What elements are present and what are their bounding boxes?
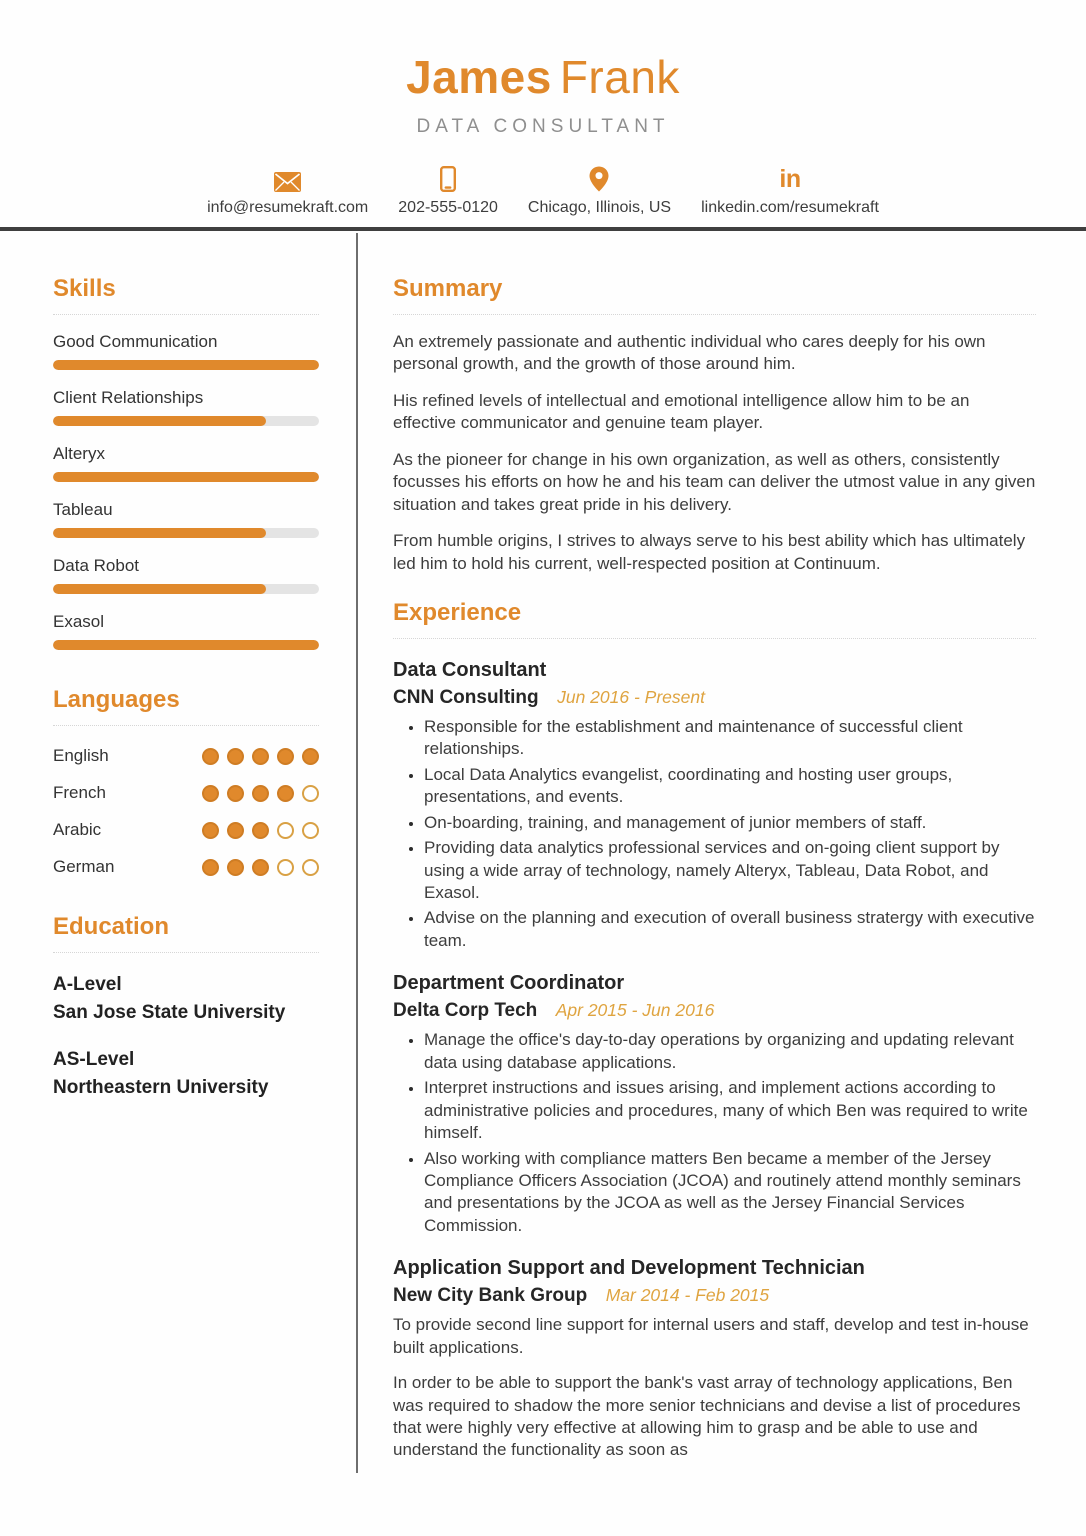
education-item [53,971,319,1026]
skill-label: Exasol [53,612,105,631]
language-level-dots [202,748,319,765]
level-dot-filled [252,859,269,876]
level-dot-empty [302,785,319,802]
language-item [53,820,319,840]
education-degree: A-Level [53,974,122,995]
resume-header [0,0,1086,217]
job-title: Department Coordinator [393,972,625,995]
job-entry [393,972,1036,1237]
job-bullet: • On-boarding, training, and management of junior members of staff. [424,812,1036,834]
education-section [53,913,319,1101]
linkedin-icon: in [779,165,801,193]
skill-bar-track [53,360,319,370]
skill-item [53,444,319,482]
skill-bar-fill [53,360,319,370]
skill-label: Tableau [53,500,113,519]
summary-section [393,275,1036,575]
skill-bar-track [53,528,319,538]
education-heading: Education [53,913,319,953]
main-column [357,231,1086,1475]
level-dot-filled [227,859,244,876]
skill-label: Client Relationships [53,388,204,407]
level-dot-empty [277,822,294,839]
job-meta [393,687,1036,709]
skill-bar-track [53,416,319,426]
content-columns [0,231,1086,1475]
skill-item [53,500,319,538]
contact-email-text: info@resumekraft.com [207,199,369,216]
job-dates: Jun 2016 - Present [557,686,705,707]
job-bullets [393,716,1036,952]
language-item [53,857,319,877]
summary-heading: Summary [393,275,1036,315]
level-dot-filled [227,748,244,765]
language-label: French [53,783,106,802]
skill-bar-fill [53,640,319,650]
job-company: New City Bank Group [393,1285,588,1307]
level-dot-filled [252,785,269,802]
level-dot-empty [277,859,294,876]
skill-item [53,612,319,650]
education-list [53,971,319,1101]
language-level-dots [202,822,319,839]
level-dot-filled [302,748,319,765]
location-icon [589,166,609,192]
language-item [53,746,319,766]
skill-bar-track [53,472,319,482]
level-dot-filled [252,748,269,765]
job-title: Application Support and Development Technician [393,1257,865,1280]
language-label: German [53,857,115,876]
column-divider [356,233,358,1473]
level-dot-filled [277,748,294,765]
job-paragraph: To provide second line support for internal users and staff, develop and test in-house built applications. [393,1315,1029,1357]
languages-heading: Languages [53,686,319,726]
language-level-dots [202,859,319,876]
education-degree: AS-Level [53,1049,135,1071]
skill-bar-fill [53,584,266,594]
level-dot-empty [302,859,319,876]
level-dot-filled [202,748,219,765]
level-dot-filled [227,822,244,839]
skill-bar-fill [53,472,319,482]
phone-icon [440,166,456,192]
job-bullet: • Providing data analytics professional services and on-going client support by using a wide array of technology, namely Alteryx, Tableau, Data Robot, and Exasol. [424,837,1036,904]
summary-paragraph: From humble origins, I strives to always serve to his best ability which has ultimately led him to hold his current, well-respected position at Continuum. [393,531,1026,573]
language-label: English [53,746,109,765]
contact-email [207,166,368,217]
language-level-dots [202,785,319,802]
job-bullet: • Responsible for the establishment and maintenance of successful client relationships. [424,716,1036,761]
level-dot-filled [277,785,294,802]
last-name: Frank [559,51,680,103]
skill-bar-fill [53,416,266,426]
job-meta [393,1000,1036,1022]
job-meta [393,1285,1036,1307]
skills-section [53,275,319,650]
email-icon [274,166,301,192]
job-bullet: • Also working with compliance matters Ben became a member of the Jersey Compliance Officers Association (JCOA) and routinely attend monthly seminars and presentations by the JCOA as well as the Jersey Financial Services Commission. [424,1148,1036,1238]
contact-location [528,166,671,217]
contact-linkedin-text: linkedin.com/resumekraft [701,199,879,216]
job-paragraph: In order to be able to support the bank's vast array of technology applications, Ben was required to shadow the more senior technicians and devise a list of procedures that were highly very effective at allowing him to grasp and be able to use and understand the functionality as soon as [393,1373,1021,1460]
contact-row [0,166,1086,217]
skills-list [53,332,319,650]
contact-phone [398,166,498,217]
skill-bar-fill [53,528,266,538]
skill-item [53,388,319,426]
job-company: CNN Consulting [393,686,539,708]
job-bullet: • Local Data Analytics evangelist, coordinating and hosting user groups, presentations, and events. [424,764,1036,809]
skill-label: Alteryx [53,444,105,463]
job-bullet: • Advise on the planning and execution of overall business stratergy with executive team. [424,907,1036,952]
summary-paragraph: His refined levels of intellectual and emotional intelligence allow him to be an effective communicator and genuine team player. [393,390,970,433]
level-dot-filled [202,785,219,802]
language-label: Arabic [53,820,102,839]
skill-label: Good Communication [53,332,218,351]
contact-phone-text: 202-555-0120 [398,199,498,216]
skill-label: Data Robot [53,556,139,575]
education-school: Northeastern University [53,1076,269,1098]
education-item [53,1046,319,1101]
job-dates: Apr 2015 - Jun 2016 [555,1000,715,1021]
skill-item [53,556,319,594]
job-company: Delta Corp Tech [393,1000,538,1022]
level-dot-filled [227,785,244,802]
skills-heading: Skills [53,275,319,315]
languages-list [53,746,319,877]
job-bullets [393,1029,1036,1237]
level-dot-filled [252,822,269,839]
job-bullet: • Manage the office's day-to-day operations by organizing and updating relevant data using database applications. [424,1029,1036,1074]
job-bullet: • Interpret instructions and issues arising, and implement actions according to administrative policies and procedures, many of which Ben was required to write himself. [424,1077,1036,1144]
contact-location-text: Chicago, Illinois, US [527,199,672,216]
summary-paragraph: As the pioneer for change in his own organization, as well as others, consistently focusses his efforts on how he and his team can deliver the utmost value in any given situation and takes great pride in his delivery. [393,449,1036,514]
languages-section [53,686,319,877]
job-dates: Mar 2014 - Feb 2015 [605,1285,770,1306]
education-school: San Jose State University [53,1001,286,1023]
language-item [53,783,319,803]
skill-bar-track [53,640,319,650]
level-dot-empty [302,822,319,839]
skill-bar-track [53,584,319,594]
skill-item [53,332,319,370]
contact-linkedin [701,166,879,217]
person-title: DATA CONSULTANT [416,116,670,137]
job-title: Data Consultant [393,658,547,681]
level-dot-filled [202,822,219,839]
summary-body [393,331,1036,575]
job-entry [393,659,1036,952]
experience-heading: Experience [393,599,1036,639]
job-entry [393,1257,1036,1462]
experience-section [393,599,1036,1462]
summary-paragraph: An extremely passionate and authentic individual who cares deeply for his own personal growth, and the growth of those around him. [393,332,986,374]
sidebar [0,231,357,1121]
first-name: James [406,51,552,103]
level-dot-filled [202,859,219,876]
person-name [0,50,1086,104]
